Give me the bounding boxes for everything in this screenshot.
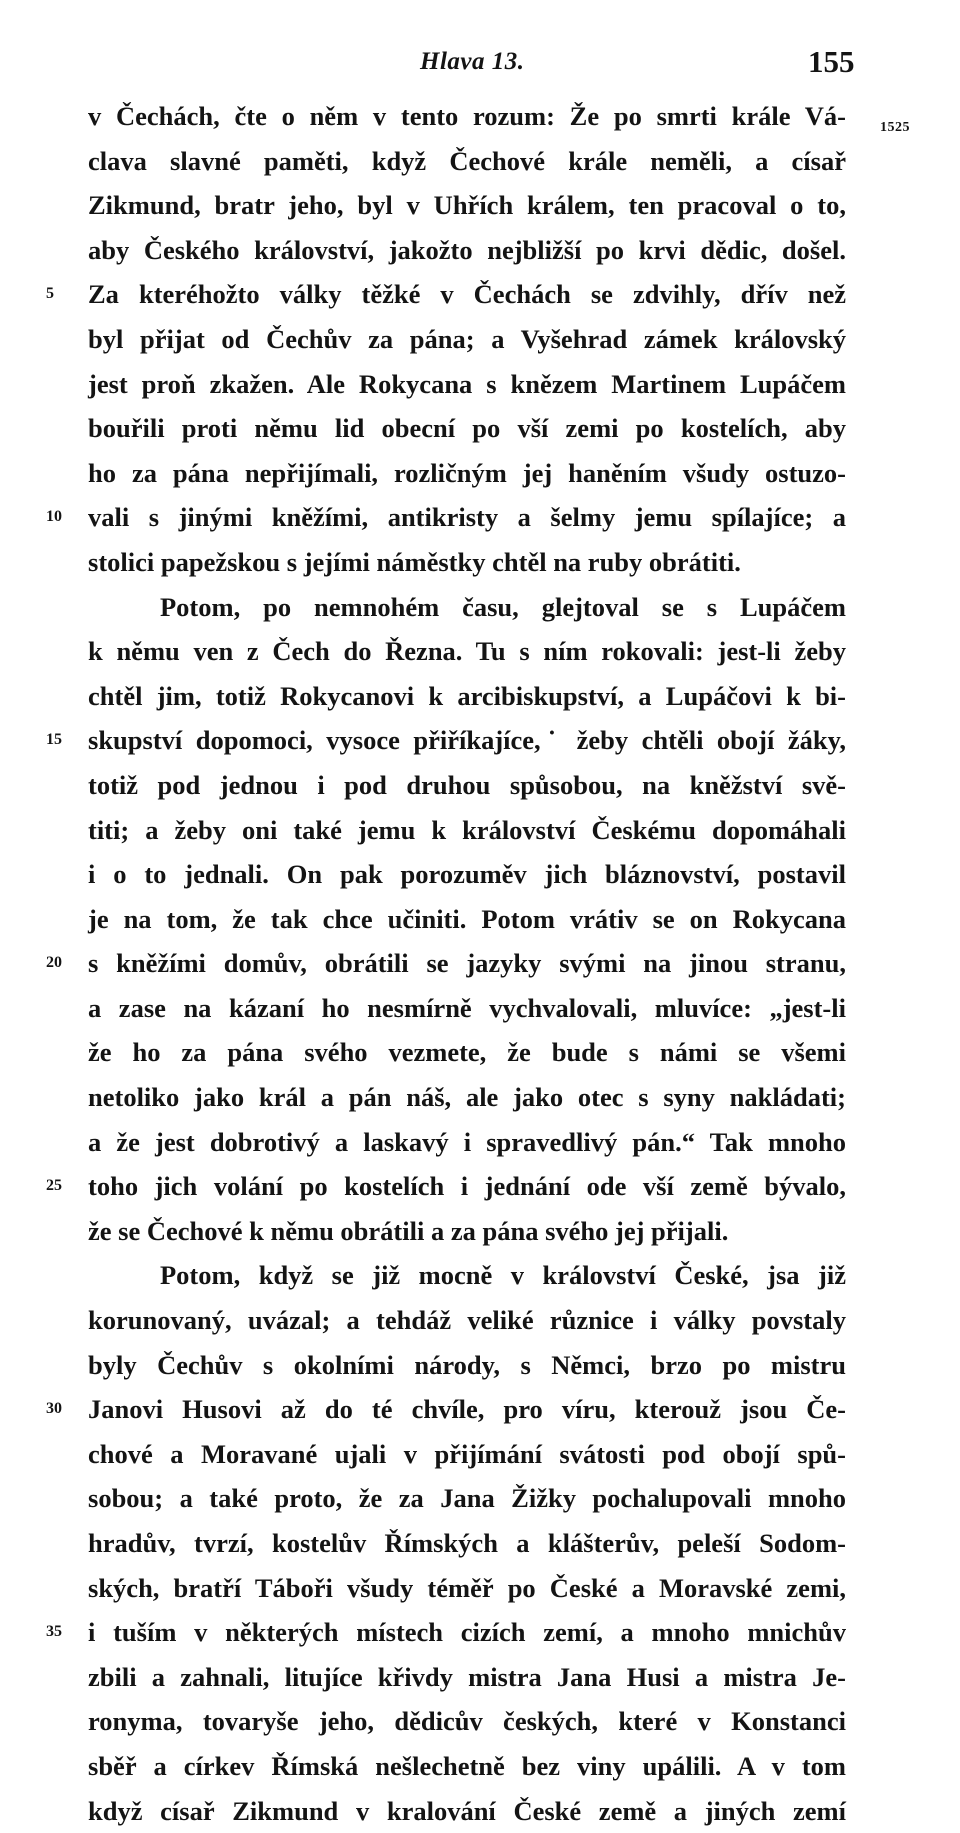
text-line-content: chové a Moravané ujali v přijímání svátosti pod obojí spů- xyxy=(88,1438,846,1469)
text-line xyxy=(46,272,846,317)
text-line xyxy=(88,1253,846,1298)
text-line-content: i o to jednali. On pak porozuměv jich bláznovství, postavil xyxy=(88,859,846,890)
text-line xyxy=(88,228,846,273)
text-line xyxy=(88,1476,846,1521)
text-line xyxy=(88,585,846,630)
text-line xyxy=(88,139,846,184)
text-line-content: sběř a církev Římská nešlechetně bez viny upálili. A v tom xyxy=(88,1750,846,1781)
text-line-content: titi; a žeby oni také jemu k království Českému dopomáhali xyxy=(88,814,846,845)
text-line-content: s kněžími domův, obrátili se jazyky svými na jinou stranu, xyxy=(88,948,846,979)
text-line-content: vali s jinými kněžími, antikristy a šelmy jemu spílajíce; a xyxy=(88,502,846,533)
line-number: 25 xyxy=(46,1177,62,1195)
text-line xyxy=(88,1030,846,1075)
text-line-content: Za kteréhožto války těžké v Čechách se zdvihly, dřív než xyxy=(88,279,846,310)
text-line xyxy=(88,1209,846,1254)
text-line-content: Potom, když se již mocně v království České, jsa již xyxy=(160,1260,846,1291)
text-line-content: jest proň zkažen. Ale Rokycana s knězem Martinem Lupáčem xyxy=(88,368,846,399)
text-line-content: zbili a zahnali, litujíce křivdy mistra Jana Husi a mistra Je- xyxy=(88,1661,846,1692)
text-line xyxy=(46,495,846,540)
text-line-content: k němu ven z Čech do Řezna. Tu s ním rokovali: jest-li žeby xyxy=(88,636,846,667)
text-line xyxy=(88,1655,846,1700)
text-line xyxy=(88,540,846,585)
text-line xyxy=(46,1387,846,1432)
text-line xyxy=(88,852,846,897)
text-line xyxy=(88,1744,846,1789)
text-line xyxy=(88,317,846,362)
line-number: 20 xyxy=(46,954,62,972)
text-line-content: byly Čechův s okolními národy, s Němci, brzo po mistru xyxy=(88,1349,846,1380)
text-line-content: že se Čechové k němu obrátili a za pána svého jej přijali. xyxy=(88,1215,729,1246)
text-line-content: je na tom, že tak chce učiniti. Potom vrátiv se on Rokycana xyxy=(88,903,846,934)
text-line xyxy=(88,1699,846,1744)
body-text xyxy=(46,94,846,1833)
text-line xyxy=(88,763,846,808)
text-line-content: chtěl jim, totiž Rokycanovi k arcibiskupství, a Lupáčovi k bi- xyxy=(88,680,846,711)
running-head: Hlava 13. xyxy=(420,48,525,75)
text-line-content: Janovi Husovi až do té chvíle, pro víru, kterouž jsou Če- xyxy=(88,1394,846,1425)
text-line xyxy=(88,1566,846,1611)
text-line-content: když císař Zikmund v kralování České země a jiných zemí xyxy=(88,1795,846,1826)
text-line xyxy=(88,451,846,496)
margin-year-note: 1525 xyxy=(880,120,910,135)
text-line-content: stolici papežskou s jejími náměstky chtěl na ruby obrátiti. xyxy=(88,546,741,577)
text-line xyxy=(88,362,846,407)
line-number: 35 xyxy=(46,1623,62,1641)
text-line xyxy=(46,1164,846,1209)
text-line-content: hradův, tvrzí, kostelův Římských a klášterův, peleší Sodom- xyxy=(88,1528,846,1558)
text-line-content: sobou; a také proto, že za Jana Žižky pochalupovali mnoho xyxy=(88,1483,846,1514)
line-number: 10 xyxy=(46,508,62,526)
text-line-content: ho za pána nepřijímali, rozličným jej haněním všudy ostuzo- xyxy=(88,457,846,488)
text-line xyxy=(88,94,846,139)
text-line xyxy=(88,406,846,451)
text-line-content: netoliko jako král a pán náš, ale jako otec s syny nakládati; xyxy=(88,1082,846,1113)
text-line-content: a zase na kázaní ho nesmírně vychvalovali, mluvíce: „jest-li xyxy=(88,992,846,1023)
text-line xyxy=(88,1298,846,1343)
text-line xyxy=(88,183,846,228)
text-line xyxy=(88,1343,846,1388)
text-line-content: bouřili proti němu lid obecní po vší zemi po kostelích, aby xyxy=(88,413,846,444)
text-line-content: Potom, po nemnohém času, glejtoval se s Lupáčem xyxy=(160,591,846,622)
text-line xyxy=(88,897,846,942)
text-line xyxy=(88,986,846,1031)
text-line xyxy=(88,674,846,719)
text-line-content: aby Českého království, jakožto nejbližší po krvi dědic, došel. xyxy=(88,234,846,265)
text-line xyxy=(88,1789,846,1833)
text-line-content: ronyma, tovaryše jeho, dědicův českých, které v Konstanci xyxy=(88,1706,846,1737)
line-number: 15 xyxy=(46,731,62,749)
text-line-content: v Čechách, čte o něm v tento rozum: Že po smrti krále Vá- xyxy=(88,101,846,131)
text-line-content: i tuším v některých místech cizích zemí, a mnoho mnichův xyxy=(88,1617,846,1648)
line-number: 5 xyxy=(46,285,54,303)
text-line-content: toho jich volání po kostelích i jednání ode vší země bývalo, xyxy=(88,1171,846,1202)
text-line-content: a že jest dobrotivý a laskavý i spravedlivý pán.“ Tak mnoho xyxy=(88,1126,846,1157)
text-line xyxy=(88,629,846,674)
text-line xyxy=(46,1610,846,1655)
text-line xyxy=(88,1432,846,1477)
page-number: 155 xyxy=(808,44,855,79)
text-line xyxy=(46,718,846,763)
line-number: 30 xyxy=(46,1400,62,1418)
text-line-content: Zikmund, bratr jeho, byl v Uhřích králem, ten pracoval o to, xyxy=(88,190,846,221)
text-line-content: byl přijat od Čechův za pána; a Vyšehrad zámek královský xyxy=(88,323,846,354)
text-line-content: že ho za pána svého vezmete, že bude s námi se všemi xyxy=(88,1037,846,1068)
text-line-content: korunovaný, uvázal; a tehdáž veliké různice i války povstaly xyxy=(88,1305,846,1336)
text-line-content: ských, bratří Táboři všudy téměř po České a Moravské zemi, xyxy=(88,1572,846,1603)
text-line-content: totiž pod jednou i pod druhou spůsobou, na kněžství svě- xyxy=(88,769,846,800)
text-line xyxy=(88,808,846,853)
text-line xyxy=(46,941,846,986)
text-line xyxy=(88,1120,846,1165)
text-line-content: clava slavné paměti, když Čechové krále neměli, a císař xyxy=(88,145,846,176)
text-line-content: skupství dopomoci, vysoce přiříkajíce,˙ žeby chtěli obojí žáky, xyxy=(88,725,846,756)
text-line xyxy=(88,1075,846,1120)
text-line xyxy=(88,1521,846,1566)
